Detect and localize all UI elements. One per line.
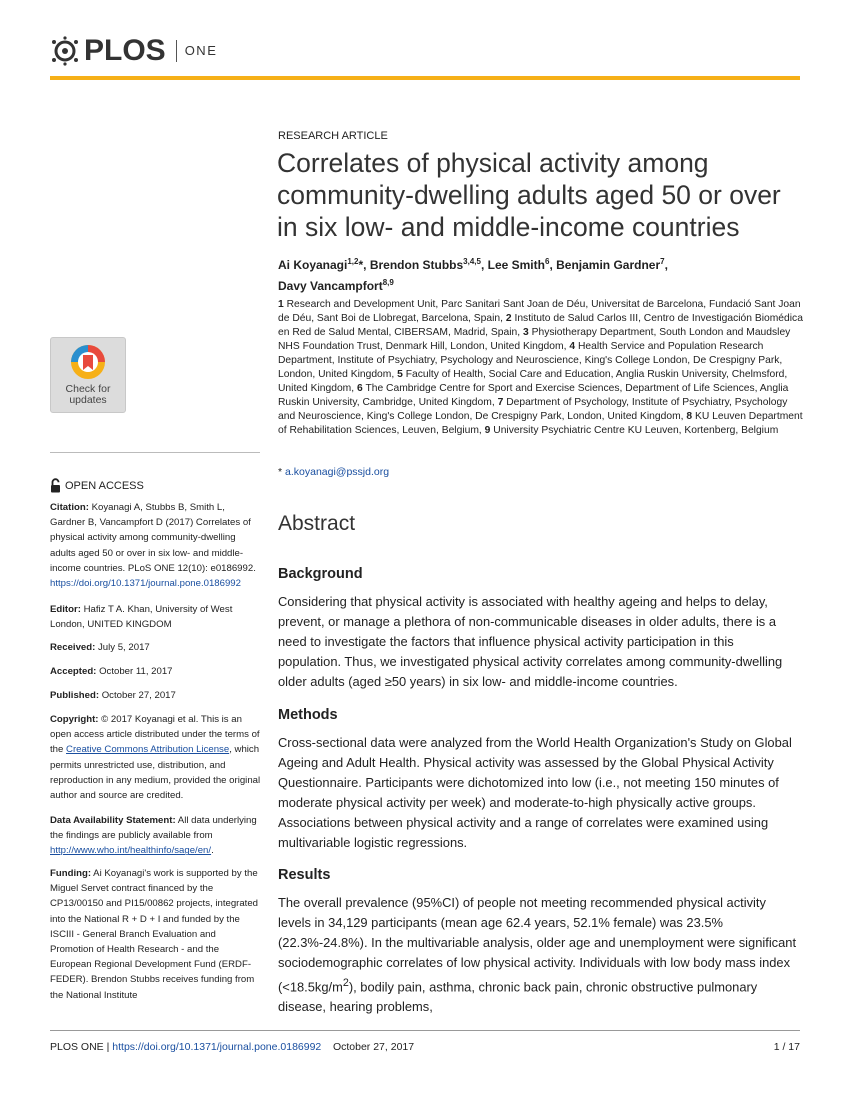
header-rule (50, 76, 800, 80)
author-name[interactable]: Lee Smith (487, 258, 545, 272)
affil-number: 1 (278, 299, 284, 310)
author-name[interactable]: Ai Koyanagi (278, 258, 348, 272)
data-availability-block (50, 813, 262, 859)
citation-doi-link[interactable]: https://doi.org/10.1371/journal.pone.0186992 (50, 578, 241, 590)
open-access-label (50, 478, 144, 493)
affil-text: Faculty of Health, Social Care and Education, Anglia Ruskin University, Chelmsford, United Kingdom, (278, 369, 788, 394)
funding-block (50, 866, 262, 1003)
received-block (50, 640, 262, 655)
editor-block (50, 602, 262, 632)
email-link[interactable]: a.koyanagi@pssjd.org (285, 466, 390, 478)
corresponding-email (278, 466, 389, 478)
editor-label: Editor: (50, 604, 81, 615)
author-separator: , (549, 258, 557, 272)
results-text-a: The overall prevalence (95%CI) of people not meeting recommended physical activity levels in 34,129 participants (mean age 62.4 years, 52.1% female) was 23.5% (22.3%-24.8%). In the multivariable analysis, older age and unemployment were significant sociodemographic correlates of low physical activity. Individuals with low body mass index (<18.5kg/m (278, 895, 797, 995)
footer-journal: PLOS ONE | (50, 1041, 110, 1053)
article-title: Correlates of physical activity among community-dwelling adults aged 50 or over in six low- and middle-income countries (277, 148, 781, 242)
affil-text: University Psychiatric Centre KU Leuven, Kortenberg, Belgium (493, 425, 779, 436)
open-access-text: OPEN ACCESS (65, 479, 144, 492)
data-availability-label: Data Availability Statement: (50, 815, 176, 826)
copyright-block (50, 712, 262, 803)
affil-number: 9 (484, 425, 491, 436)
check-updates-line2: updates (69, 394, 107, 406)
citation-block (50, 500, 262, 591)
plos-one-logo[interactable] (50, 36, 217, 66)
affil-text: Physiotherapy Department, South London and Maudsley NHS Foundation Trust, Denmark Hill, London, United Kingdom, (278, 327, 791, 352)
data-availability-text: All data underlying the findings are publicly available from (50, 815, 257, 842)
accepted-label: Accepted: (50, 666, 97, 677)
data-availability-end: . (211, 845, 214, 857)
methods-heading: Methods (278, 707, 338, 723)
citation-label: Citation: (50, 502, 89, 513)
brand-name: PLOS (84, 34, 166, 67)
affil-text: Research and Development Unit, Parc Sanitari Sant Joan de Déu, Universitat de Barcelona, Fundació Sant Joan de Déu, Sant Boi de Llobregat, Barcelona, Spain, (278, 299, 801, 324)
results-text-b: ), bodily pain, asthma, chronic back pain, chronic obstructive pulmonary disease, hearing problems, (278, 979, 758, 1015)
affil-number: 8 (686, 411, 693, 422)
methods-text: Cross-sectional data were analyzed from the World Health Organization's Study on Global Ageing and Adult Health. Physical activity was assessed by the Global Physical Activity Questionnaire. Participants were dichotomized into low (i.e., not meeting 150 minutes of moderate physical activity per week) and moderate-to-high physically active groups. Associations between physical activity and a range of correlates were examined using multivariable logistic regressions. (278, 735, 792, 850)
author-name[interactable]: Benjamin Gardner (556, 258, 661, 272)
copyright-text-rest: , which permits unrestricted use, distribution, and reproduction in any medium, provided the original author and source are credited. (50, 744, 261, 802)
author-affil-sup: 1,2 (347, 257, 359, 266)
affil-number: 3 (522, 327, 529, 338)
author-separator: , (480, 258, 488, 272)
author-name[interactable]: Brendon Stubbs (369, 258, 464, 272)
author-affil-sup: 6 (544, 257, 550, 266)
affil-text: The Cambridge Centre for Sport and Exercise Sciences, Department of Life Sciences, Anglia Ruskin University, Cambridge, United Kingdom, (278, 383, 789, 408)
results-sup: 2 (342, 977, 349, 989)
journal-name: ONE (184, 43, 218, 58)
open-lock-icon (50, 478, 61, 493)
citation-text: Koyanagi A, Stubbs B, Smith L, Gardner B, Vancampfort D (2017) Correlates of physical activity among community-dwelling adults aged 50 or over in six low- and middle-income countries. PLoS ONE 12(10): e0186992. (50, 502, 256, 574)
affil-text: Instituto de Salud Carlos III, Centro de Investigación Biomédica en Red de Salud Mental, CIBERSAM, Madrid, Spain, (278, 313, 803, 338)
affil-number: 4 (569, 341, 576, 352)
plos-logo-icon (50, 36, 80, 66)
check-updates-line1: Check for (65, 383, 111, 395)
published-date: October 27, 2017 (101, 690, 176, 701)
author-separator: , (664, 258, 668, 272)
background-heading: Background (278, 566, 363, 582)
author-name[interactable]: Davy Vancampfort (278, 279, 383, 293)
results-heading: Results (278, 867, 331, 883)
footer (50, 1041, 414, 1053)
author-separator: *, (358, 258, 370, 272)
received-date: July 5, 2017 (98, 642, 150, 653)
affil-number: 7 (497, 397, 504, 408)
published-block (50, 688, 262, 703)
data-link[interactable]: http://www.who.int/healthinfo/sage/en/ (50, 845, 212, 857)
author-affil-sup: 3,4,5 (463, 257, 481, 266)
license-link[interactable]: Creative Commons Attribution License (66, 744, 230, 756)
email-star: * (278, 466, 283, 478)
abstract-heading: Abstract (278, 512, 356, 535)
affil-text: Health Service and Population Research Department, Institute of Psychiatry, Psychology and Neuroscience, King's College London, De Crespigny Park, London, United Kingdom, (278, 341, 783, 380)
footer-doi-link[interactable]: https://doi.org/10.1371/journal.pone.0186992 (112, 1041, 322, 1053)
footer-rule (50, 1030, 800, 1031)
author-affil-sup: 7 (660, 257, 665, 266)
affil-number: 6 (357, 383, 363, 394)
affil-number: 2 (505, 313, 512, 324)
sidebar-rule (50, 452, 260, 453)
affiliations (278, 298, 803, 438)
page-number: 1 / 17 (773, 1041, 800, 1053)
funding-text: Ai Koyanagi's work is supported by the Miguel Servet contract financed by the CP13/00150 and PI15/00862 projects, integrated into the National R + D + I and funded by the ISCIII - General Branch Evaluation and Promotion of Health Research - and the European Regional Development Fund (ERDF-FEDER). Brendon Stubbs receives funding from the National Institute (50, 868, 259, 1001)
article-type-label: RESEARCH ARTICLE (278, 130, 388, 142)
results-text (278, 893, 800, 1017)
author-list (278, 253, 798, 295)
affil-text: Department of Psychology, Institute of Psychiatry, Psychology and Neuroscience, King's College London, De Crespigny Park, London, United Kingdom, (278, 397, 788, 422)
funding-label: Funding: (50, 868, 92, 879)
accepted-date: October 11, 2017 (99, 666, 173, 677)
footer-date: October 27, 2017 (332, 1041, 415, 1053)
copyright-label: Copyright: (50, 714, 99, 725)
background-text: Considering that physical activity is associated with healthy ageing and helps to delay, prevent, or manage a plethora of non-communicable diseases in older adults, there is a need to investigate the factors that influence physical activity participation in this population. Thus, we investigated physical activity correlates among community-dwelling older adults (aged ≥50 years) in six low- and middle-income countries. (278, 594, 783, 689)
check-for-updates-badge[interactable] (50, 337, 126, 413)
logo-divider (176, 40, 177, 62)
check-updates-icon (68, 342, 108, 382)
published-label: Published: (50, 690, 100, 701)
accepted-block (50, 664, 262, 679)
author-affil-sup: 8,9 (382, 278, 394, 287)
affil-number: 5 (397, 369, 403, 380)
editor-text: Hafiz T A. Khan, University of West London, UNITED KINGDOM (50, 604, 233, 631)
copyright-text: © 2017 Koyanagi et al. This is an open access article distributed under the terms of the (50, 714, 260, 756)
received-label: Received: (50, 642, 96, 653)
affil-text: KU Leuven Department of Rehabilitation Sciences, Leuven, Belgium, (278, 411, 803, 436)
